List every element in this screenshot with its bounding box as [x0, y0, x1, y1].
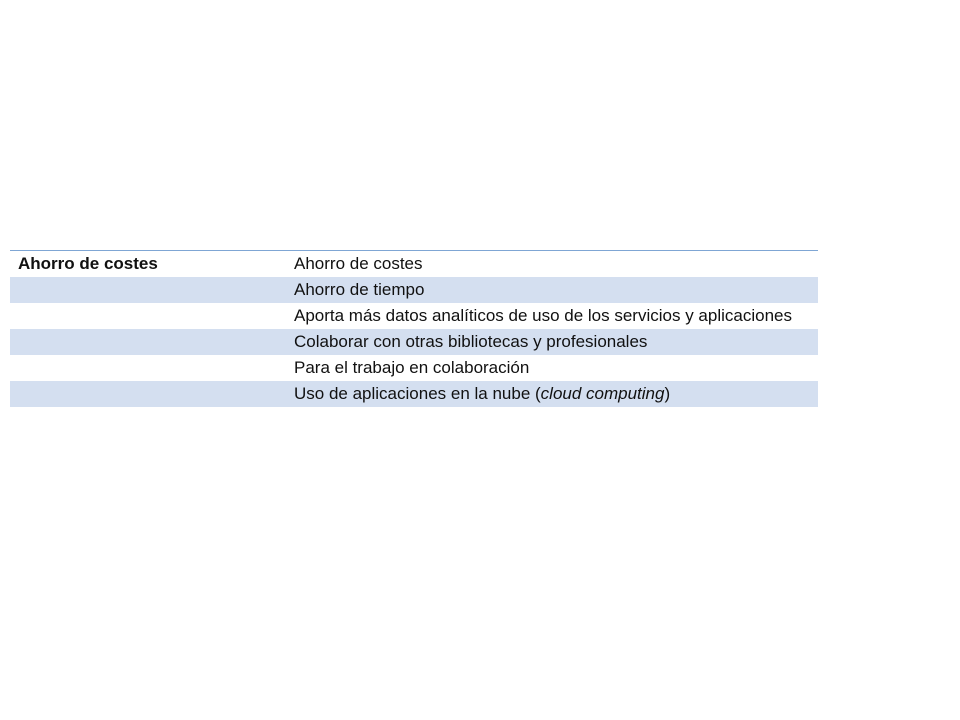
empty-category-cell	[10, 303, 286, 329]
empty-category-cell	[10, 381, 286, 407]
benefits-table	[10, 251, 818, 407]
item-cell: Aporta más datos analíticos de uso de los servicios y aplicaciones	[294, 306, 792, 325]
table-row	[10, 251, 818, 277]
empty-category-cell	[10, 329, 286, 355]
empty-category-cell	[10, 355, 286, 381]
table-row	[10, 329, 818, 355]
benefits-table-wrapper	[10, 250, 818, 407]
item-text-italic: cloud computing	[540, 384, 665, 403]
empty-category-cell	[10, 277, 286, 303]
category-cell: Ahorro de costes	[18, 254, 158, 273]
table-row	[10, 381, 818, 407]
item-cell: Ahorro de tiempo	[286, 277, 818, 303]
item-cell: Para el trabajo en colaboración	[294, 358, 530, 377]
item-text-before: Uso de aplicaciones en la nube (	[294, 384, 541, 403]
table-row	[10, 303, 818, 329]
item-cell: Ahorro de costes	[294, 254, 423, 273]
item-cell: Colaborar con otras bibliotecas y profesionales	[286, 329, 818, 355]
table-row	[10, 355, 818, 381]
item-cell	[286, 381, 818, 407]
item-text-after: )	[664, 384, 671, 403]
table-row	[10, 277, 818, 303]
